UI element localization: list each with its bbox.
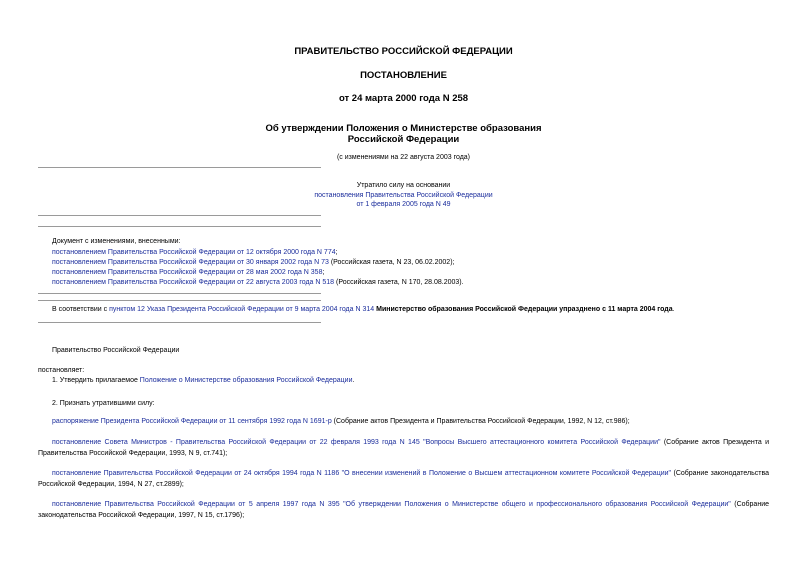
change-item [52, 278, 464, 287]
divider [38, 226, 321, 227]
change-item [52, 268, 324, 277]
repealed-act [38, 468, 769, 491]
change-item-details: (Российская газета, N 23, 06.02.2002); [328, 259, 455, 266]
document-type-heading: ПОСТАНОВЛЕНИЕ [360, 70, 447, 81]
change-item-link[interactable]: постановлением Правительства Российской Федерации от 28 мая 2002 года N 358 [52, 269, 323, 276]
repealed-act-link[interactable]: постановление Правительства Российской Федерации от 5 апреля 1997 года N 395 "Об утверждении Положения о Министерстве общего и профессионального образования Российской Федерации" [52, 501, 731, 508]
repealed-act-source: (Собрание законодательства Российской Федерации, 1994, N 27, ст.2899); [38, 470, 769, 489]
divider [38, 215, 321, 216]
repealed-act-link[interactable]: постановление Правительства Российской Федерации от 24 октября 1994 года N 1186 "О внесении изменений в Положение о Высшем аттестационном комитете Российской Федерации" [52, 470, 672, 477]
change-item-details: ; [322, 269, 325, 276]
item-2: 2. Признать утратившими силу: [52, 400, 155, 407]
change-item-details: ; [335, 249, 338, 256]
decree-link[interactable]: пунктом 12 Указа Президента Российской Федерации от 9 марта 2004 года N 314 [109, 306, 375, 313]
lost-force-link-line-1[interactable]: постановления Правительства Российской Федерации [314, 192, 493, 199]
document-date-number: от 24 марта 2000 года N 258 [338, 93, 469, 104]
abolition-statement: Министерство образования Российской Федерации упразднено с 11 марта 2004 года [374, 306, 673, 313]
change-item-link[interactable]: постановлением Правительства Российской Федерации от 30 января 2002 года N 73 [52, 259, 329, 266]
government-heading: ПРАВИТЕЛЬСТВО РОССИЙСКОЙ ФЕДЕРАЦИИ [294, 46, 513, 57]
regulation-link[interactable]: Положение о Министерстве образования Российской Федерации [139, 377, 353, 384]
repealed-act [38, 499, 769, 522]
divider [38, 322, 321, 323]
divider [38, 300, 321, 301]
decrees-word: постановляет: [38, 367, 85, 374]
repealed-act-source: (Собрание законодательства Российской Федерации, 1997, N 15, ст.1796); [38, 501, 769, 520]
repealed-act-link[interactable]: постановление Совета Министров - Правительства Российской Федерации от 22 февраля 1993 года N 145 "Вопросы Высшего аттестационного комитета Российской Федерации" [52, 439, 661, 446]
changes-intro: Документ с изменениями, внесенными: [52, 238, 181, 245]
change-item-link[interactable]: постановлением Правительства Российской Федерации от 22 августа 2003 года N 518 [52, 279, 335, 286]
change-item [52, 248, 338, 257]
repealed-act-source: (Собрание актов Президента и Правительства Российской Федерации, 1992, N 12, ст.986); [331, 418, 630, 425]
change-item [52, 258, 454, 267]
divider [38, 293, 321, 294]
government-subject: Правительство Российской Федерации [52, 347, 180, 354]
item-1: 1. Утвердить прилагаемое Положение о Министерстве образования Российской Федерации. [52, 377, 355, 384]
repealed-act [38, 437, 769, 460]
document-title-line-2: Российской Федерации [347, 134, 460, 145]
document-title-line-1: Об утверждении Положения о Министерстве образования [265, 123, 542, 134]
repealed-act [38, 416, 769, 427]
amendment-note: (с изменениями на 22 августа 2003 года) [336, 154, 471, 161]
change-item-link[interactable]: постановлением Правительства Российской Федерации от 12 октября 2000 года N 774 [52, 249, 336, 256]
change-item-details: (Российская газета, N 170, 28.08.2003). [334, 279, 464, 286]
repealed-act-link[interactable]: распоряжение Президента Российской Федерации от 11 сентября 1992 года N 1691-р [52, 418, 332, 425]
lost-force-link-line-2[interactable]: от 1 февраля 2005 года N 49 [356, 201, 451, 208]
lost-force-label: Утратило силу на основании [356, 182, 451, 189]
divider [38, 167, 321, 168]
repealed-act-source: (Собрание актов Президента и Правительства Российской Федерации, 1993, N 9, ст.741); [38, 439, 769, 458]
abolition-note: В соответствии с пунктом 12 Указа Президента Российской Федерации от 9 марта 2004 года N 314 Министерство образования Российской Федерации упразднено с 11 марта 2004 года. [52, 306, 675, 313]
